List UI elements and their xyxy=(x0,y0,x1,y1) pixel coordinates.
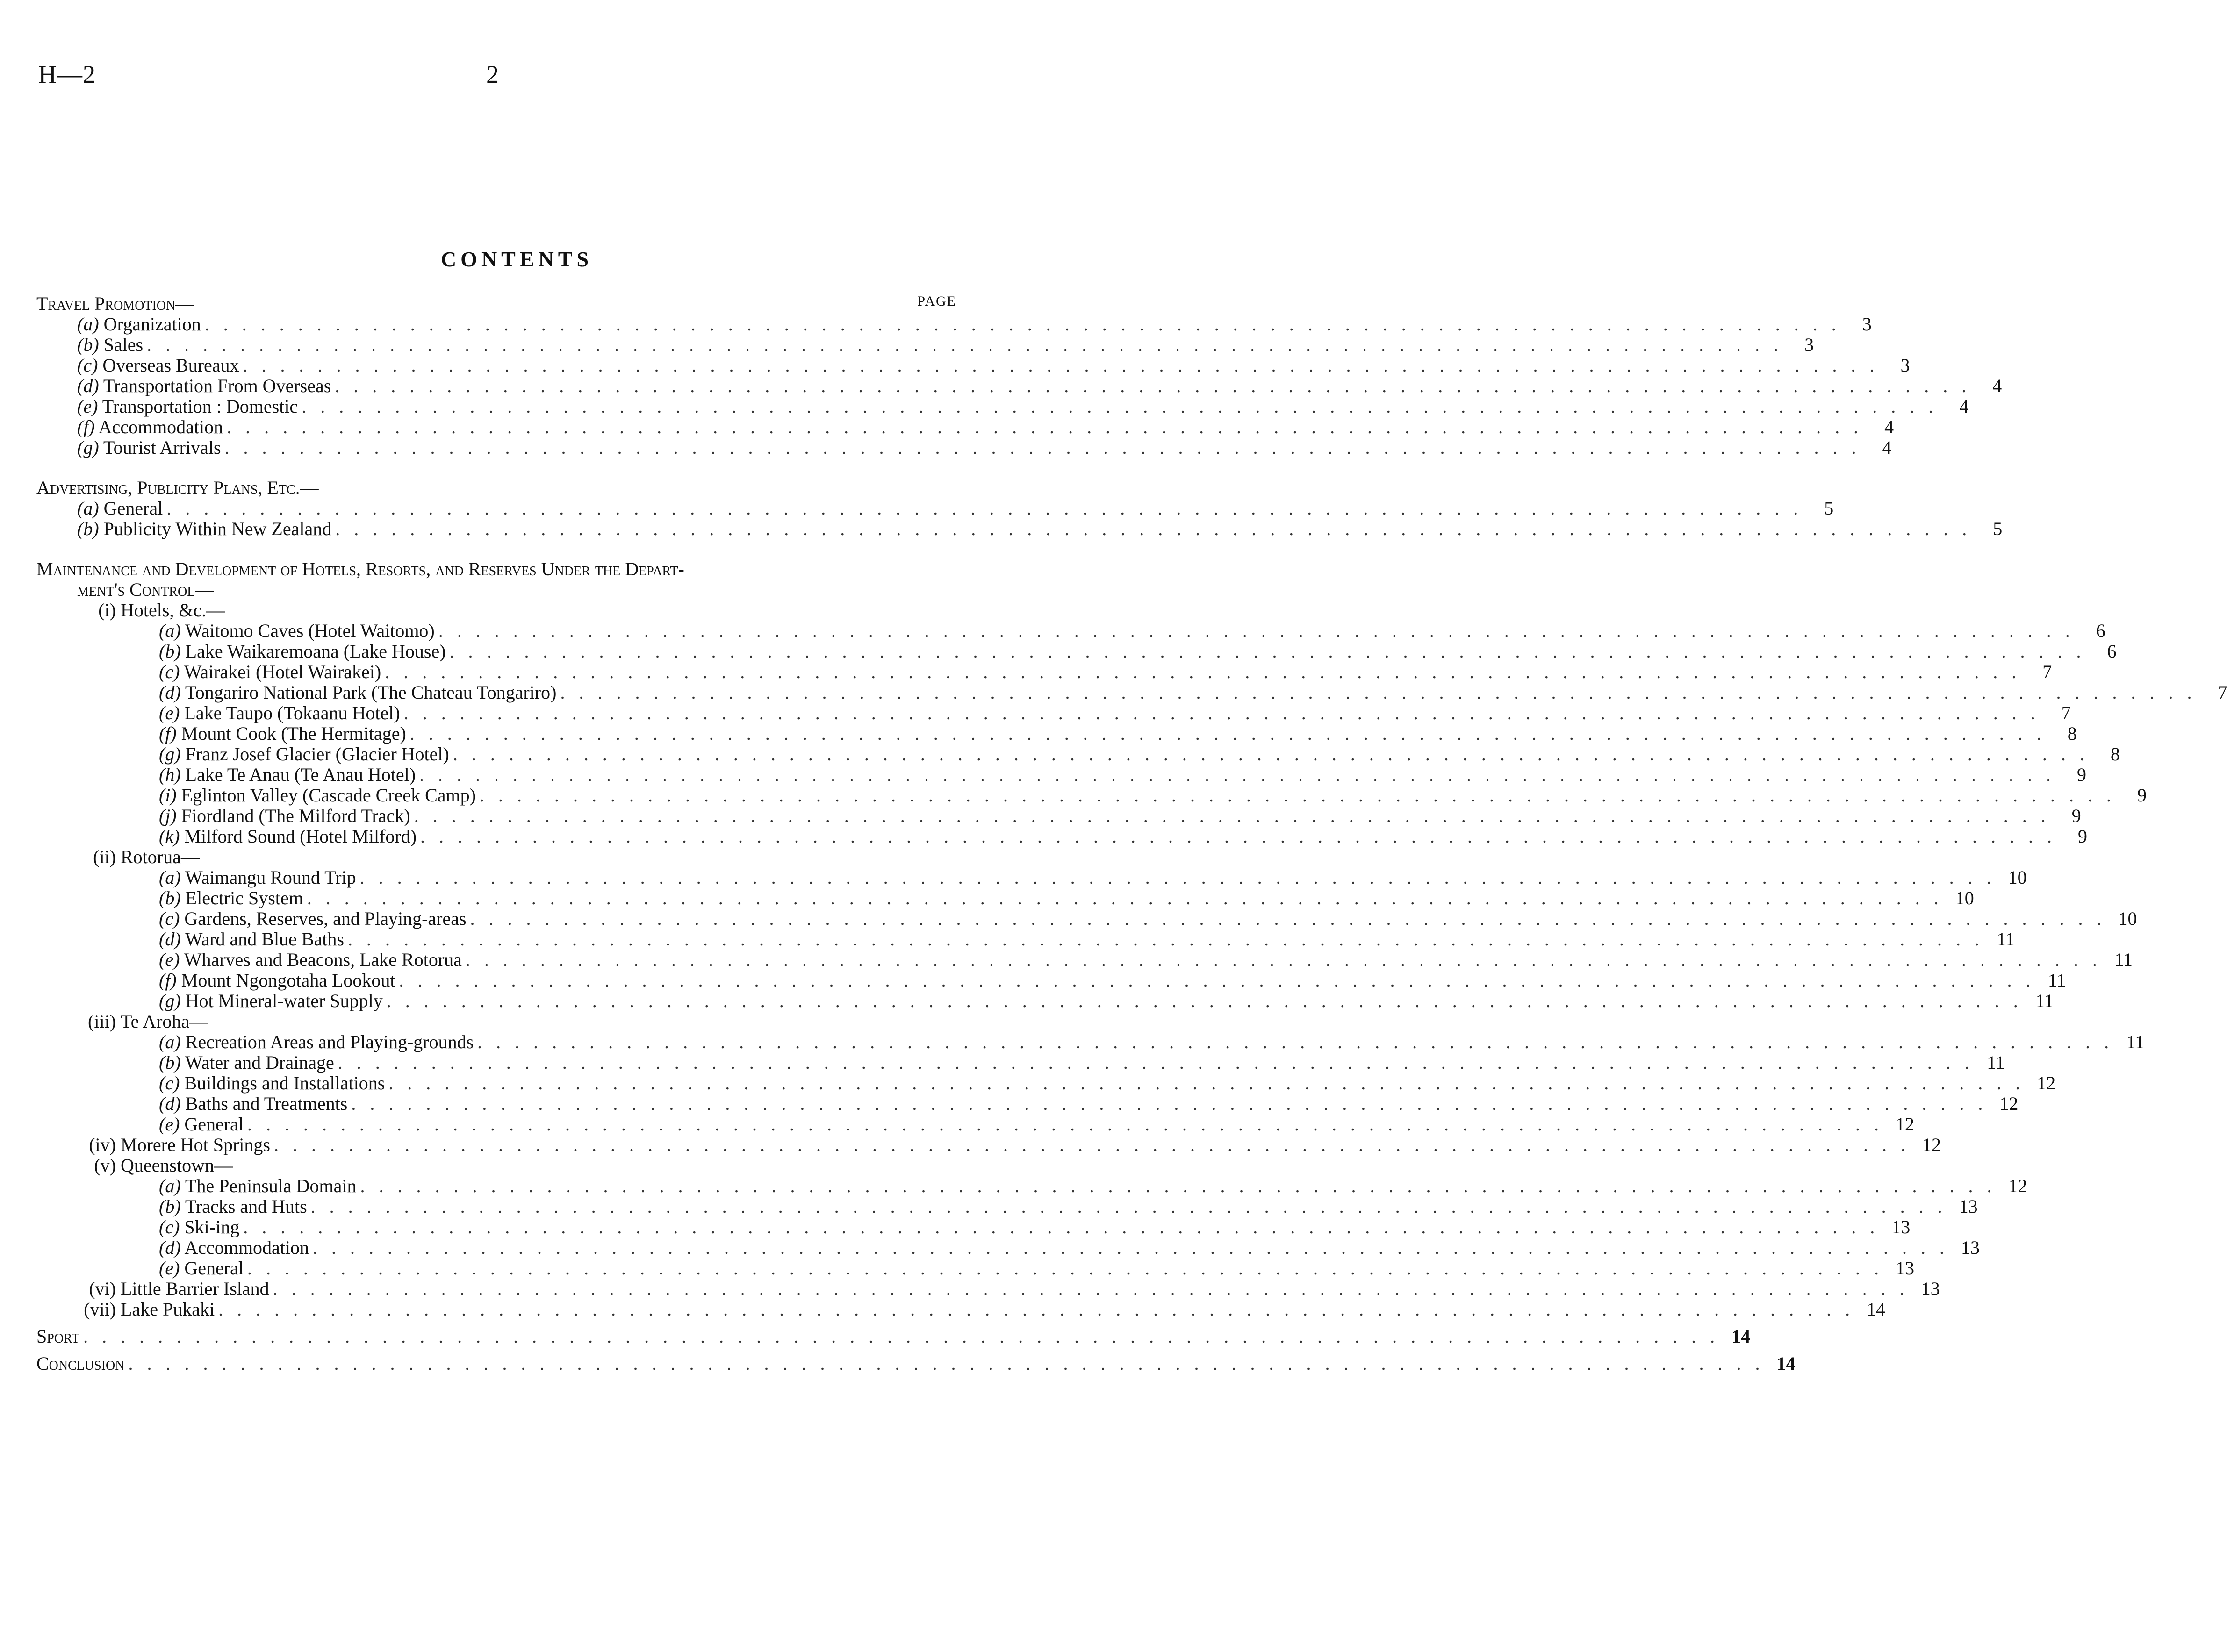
toc-entry-label xyxy=(159,888,303,908)
toc-entry-label xyxy=(159,1114,244,1135)
item-page: 9 xyxy=(2071,805,2081,826)
toc-entry xyxy=(159,908,2137,929)
toc-entry-label xyxy=(77,519,331,539)
item-letter: (a) xyxy=(77,498,99,519)
dot-leader: . . . . . . . . . . . . . . . . . . . . . . . . . . . . . . . . . . . . . . . . . . . . . . . . . . . . . . . . . . . . . . . . . . . . . . . . . . . . . . . . . . . . . . . . xyxy=(224,437,1861,458)
page-title: CONTENTS xyxy=(440,247,593,271)
dot-leader: . . . . . . . . . . . . . . . . . . . . . . . . . . . . . . . . . . . . . . . . . . . . . . . . . . . . . . . . . . . . . . . . . . . . . . . . . . . . . . . . . . . . . . . . xyxy=(477,1031,2114,1052)
toc-entry-label xyxy=(159,744,449,765)
item-page: 5 xyxy=(1824,498,1834,519)
item-letter: (f) xyxy=(159,970,177,991)
item-letter: (d) xyxy=(159,1237,181,1258)
toc-entry-label xyxy=(159,806,410,826)
item-letter: (d) xyxy=(159,682,181,703)
item-text: Lake Te Anau (Te Anau Hotel) xyxy=(185,764,416,785)
item-text: Baths and Treatments xyxy=(185,1093,348,1114)
item-text: Gardens, Reserves, and Playing-areas xyxy=(184,908,467,929)
item-text: Sport xyxy=(36,1326,80,1347)
toc-entry-label xyxy=(77,335,143,355)
item-text: Tracks and Huts xyxy=(185,1196,307,1217)
toc-entry xyxy=(159,970,2066,991)
dot-leader: . . . . . . . . . . . . . . . . . . . . . . . . . . . . . . . . . . . . . . . . . . . . . . . . . . . . . . . . . . . . . . . . . . . . . . . . . . . . . . . . . . . . . . . . xyxy=(273,1134,1910,1155)
item-page: 3 xyxy=(1900,355,1910,376)
toc-entry-label xyxy=(159,867,356,888)
toc-entry xyxy=(79,1278,1940,1299)
item-page: 10 xyxy=(1955,887,1974,908)
subsection-title: Little Barrier Island xyxy=(121,1278,269,1299)
subsection-number: (ii) xyxy=(93,846,116,867)
item-text: Ward and Blue Baths xyxy=(185,929,344,950)
dot-leader: . . . . . . . . . . . . . . . . . . . . . . . . . . . . . . . . . . . . . . . . . . . . . . . . . . . . . . . . . . . . . . . . . . . . . . . . . . . . . . . . . . . . . . . . xyxy=(386,990,2023,1011)
subsection-heading xyxy=(79,1155,233,1176)
toc-entry-label xyxy=(77,437,221,458)
item-page: 12 xyxy=(2037,1073,2056,1094)
item-page: 11 xyxy=(2035,990,2054,1011)
item-text: Transportation From Overseas xyxy=(103,375,331,396)
dot-leader: . . . . . . . . . . . . . . . . . . . . . . . . . . . . . . . . . . . . . . . . . . . . . . . . . . . . . . . . . . . . . . . . . . . . . . . . . . . . . . . . . . . . . . . . xyxy=(310,1196,1947,1217)
toc-entry-label xyxy=(159,723,406,744)
dot-leader: . . . . . . . . . . . . . . . . . . . . . . . . . . . . . . . . . . . . . . . . . . . . . . . . . . . . . . . . . . . . . . . . . . . . . . . . . . . . . . . . . . . . . . . . xyxy=(414,805,2050,826)
toc-entry xyxy=(159,1216,1911,1237)
toc-entry xyxy=(159,1196,1978,1217)
item-text: Waitomo Caves (Hotel Waitomo) xyxy=(185,620,435,641)
item-text: Conclusion xyxy=(36,1353,125,1374)
item-page: 7 xyxy=(2042,661,2052,682)
section-heading-travel: Travel Promotion— xyxy=(36,293,194,314)
item-text: Franz Josef Glacier (Glacier Hotel) xyxy=(185,744,449,765)
item-page: 10 xyxy=(2118,908,2137,929)
dot-leader: . . . . . . . . . . . . . . . . . . . . . . . . . . . . . . . . . . . . . . . . . . . . . . . . . . . . . . . . . . . . . . . . . . . . . . . . . . . . . . . . . . . . . . . . xyxy=(470,908,2106,929)
item-text: Mount Cook (The Hermitage) xyxy=(181,723,406,744)
item-page: 14 xyxy=(1867,1299,1886,1320)
item-page: 13 xyxy=(1921,1278,1940,1299)
item-letter: (a) xyxy=(159,1175,181,1196)
toc-entry xyxy=(159,949,2133,970)
item-text: Overseas Bureaux xyxy=(102,355,239,376)
item-text: Hot Mineral-water Supply xyxy=(185,990,383,1011)
dot-leader: . . . . . . . . . . . . . . . . . . . . . . . . . . . . . . . . . . . . . . . . . . . . . . . . . . . . . . . . . . . . . . . . . . . . . . . . . . . . . . . . . . . . . . . . xyxy=(399,970,2035,991)
subsection-title: Queenstown— xyxy=(121,1155,233,1176)
toc-entry xyxy=(159,990,2054,1011)
item-text: Fiordland (The Milford Track) xyxy=(181,805,410,826)
item-page: 8 xyxy=(2067,723,2077,744)
dot-leader: . . . . . . . . . . . . . . . . . . . . . . . . . . . . . . . . . . . . . . . . . . . . . . . . . . . . . . . . . . . . . . . . . . . . . . . . . . . . . . . . . . . . . . . . xyxy=(273,1278,1909,1299)
item-page: 7 xyxy=(2061,702,2071,723)
toc-entry-label xyxy=(159,950,462,970)
dot-leader: . . . . . . . . . . . . . . . . . . . . . . . . . . . . . . . . . . . . . . . . . . . . . . . . . . . . . . . . . . . . . . . . . . . . . . . . . . . . . . . . . . . . . . . . xyxy=(243,1216,1880,1237)
dot-leader: . . . . . . . . . . . . . . . . . . . . . . . . . . . . . . . . . . . . . . . . . . . . . . . . . . . . . . . . . . . . . . . . . . . . . . . . . . . . . . . . . . . . . . . . xyxy=(335,518,1972,539)
item-letter: (j) xyxy=(159,805,177,826)
item-page: 12 xyxy=(1999,1093,2019,1114)
toc-entry xyxy=(159,641,2117,662)
item-letter: (h) xyxy=(159,764,181,785)
dot-leader: . . . . . . . . . . . . . . . . . . . . . . . . . . . . . . . . . . . . . . . . . . . . . . . . . . . . . . . . . . . . . . . . . . . . . . . . . . . . . . . . . . . . . . . . xyxy=(313,1237,1949,1258)
item-letter: (k) xyxy=(159,826,180,847)
dot-leader: . . . . . . . . . . . . . . . . . . . . . . . . . . . . . . . . . . . . . . . . . . . . . . . . . . . . . . . . . . . . . . . . . . . . . . . . . . . . . . . . . . . . . . . . xyxy=(420,826,2057,847)
toc-entry-label xyxy=(77,355,239,376)
dot-leader: . . . . . . . . . . . . . . . . . . . . . . . . . . . . . . . . . . . . . . . . . . . . . . . . . . . . . . . . . . . . . . . . . . . . . . . . . . . . . . . . . . . . . . . . xyxy=(243,355,1879,376)
item-text: Accommodation xyxy=(184,1237,309,1258)
item-letter: (e) xyxy=(159,702,180,723)
subsection-number: (i) xyxy=(98,600,116,621)
dot-leader: . . . . . . . . . . . . . . . . . . . . . . . . . . . . . . . . . . . . . . . . . . . . . . . . . . . . . . . . . . . . . . . . . . . . . . . . . . . . . . . . . . . . . . . . xyxy=(403,702,2040,723)
item-text: Lake Waikaremoana (Lake House) xyxy=(185,641,446,662)
item-page: 13 xyxy=(1896,1258,1914,1279)
subsection-number: (v) xyxy=(94,1155,116,1176)
item-page: 6 xyxy=(2107,641,2117,662)
dot-leader: . . . . . . . . . . . . . . . . . . . . . . . . . . . . . . . . . . . . . . . . . . . . . . . . . . . . . . . . . . . . . . . . . . . . . . . . . . . . . . . . . . . . . . . . xyxy=(449,641,2086,662)
toc-entry xyxy=(77,416,1894,437)
item-page: 4 xyxy=(1992,375,2002,396)
toc-entry-label xyxy=(159,765,416,785)
item-letter: (b) xyxy=(77,334,99,355)
item-letter: (e) xyxy=(159,1114,180,1135)
toc-entry xyxy=(159,723,2077,744)
toc-entry-label xyxy=(77,417,223,437)
item-page: 4 xyxy=(1884,416,1894,437)
item-text: Eglinton Valley (Cascade Creek Camp) xyxy=(181,785,476,806)
dot-leader: . . . . . . . . . . . . . . . . . . . . . . . . . . . . . . . . . . . . . . . . . . . . . . . . . . . . . . . . . . . . . . . . . . . . . . . . . . . . . . . . . . . . . . . . xyxy=(359,867,1996,888)
toc-entry xyxy=(77,334,1814,355)
toc-entry-label xyxy=(159,929,344,950)
subsection-heading xyxy=(79,1011,208,1032)
dot-leader: . . . . . . . . . . . . . . . . . . . . . . . . . . . . . . . . . . . . . . . . . . . . . . . . . . . . . . . . . . . . . . . . . . . . . . . . . . . . . . . . . . . . . . . . xyxy=(335,375,1971,396)
subsection-number: (iii) xyxy=(88,1011,116,1032)
toc-entry xyxy=(77,518,2003,539)
subsection-title: Te Aroha— xyxy=(121,1011,208,1032)
dot-leader: . . . . . . . . . . . . . . . . . . . . . . . . . . . . . . . . . . . . . . . . . . . . . . . . . . . . . . . . . . . . . . . . . . . . . . . . . . . . . . . . . . . . . . . . xyxy=(409,723,2046,744)
subsection-number: (vii) xyxy=(84,1299,116,1320)
item-page: 11 xyxy=(2126,1031,2145,1052)
dot-leader: . . . . . . . . . . . . . . . . . . . . . . . . . . . . . . . . . . . . . . . . . . . . . . . . . . . . . . . . . . . . . . . . . . . . . . . . . . . . . . . . . . . . . . . . xyxy=(351,1093,1988,1114)
page-number: 2 xyxy=(486,60,499,88)
item-letter: (e) xyxy=(77,396,98,417)
item-letter: (d) xyxy=(159,929,181,950)
dot-leader: . . . . . . . . . . . . . . . . . . . . . . . . . . . . . . . . . . . . . . . . . . . . . . . . . . . . . . . . . . . . . . . . . . . . . . . . . . . . . . . . . . . . . . . . xyxy=(204,314,1841,335)
toc-entry xyxy=(77,314,1872,335)
section-heading-advertising: Advertising, Publicity Plans, Etc.— xyxy=(36,477,319,498)
dot-leader: . . . . . . . . . . . . . . . . . . . . . . . . . . . . . . . . . . . . . . . . . . . . . . . . . . . . . . . . . . . . . . . . . . . . . . . . . . . . . . . . . . . . . . . . xyxy=(360,1175,1997,1196)
item-text: Tourist Arrivals xyxy=(103,437,221,458)
dot-leader: . . . . . . . . . . . . . . . . . . . . . . . . . . . . . . . . . . . . . . . . . . . . . . . . . . . . . . . . . . . . . . . . . . . . . . . . . . . . . . . . . . . . . . . . xyxy=(83,1326,1720,1347)
item-letter: (f) xyxy=(159,723,177,744)
item-text: General xyxy=(103,498,163,519)
item-page: 3 xyxy=(1862,314,1872,335)
toc-entry-label xyxy=(77,498,163,519)
item-letter: (i) xyxy=(159,785,177,806)
item-letter: (b) xyxy=(159,1196,181,1217)
toc-entry xyxy=(77,396,1969,417)
toc-entry-label xyxy=(159,682,556,703)
item-page: 7 xyxy=(2218,682,2227,703)
toc-entry-label xyxy=(159,970,395,991)
toc-entry-label xyxy=(79,1135,270,1155)
dot-leader: . . . . . . . . . . . . . . . . . . . . . . . . . . . . . . . . . . . . . . . . . . . . . . . . . . . . . . . . . . . . . . . . . . . . . . . . . . . . . . . . . . . . . . . . xyxy=(247,1258,1883,1279)
toc-entry-label xyxy=(159,1258,244,1279)
item-page: 11 xyxy=(1987,1052,2005,1073)
item-page: 11 xyxy=(2047,970,2066,991)
dot-leader: . . . . . . . . . . . . . . . . . . . . . . . . . . . . . . . . . . . . . . . . . . . . . . . . . . . . . . . . . . . . . . . . . . . . . . . . . . . . . . . . . . . . . . . . xyxy=(128,1353,1765,1374)
item-text: Waimangu Round Trip xyxy=(185,867,356,888)
subsection-number: (vi) xyxy=(89,1278,116,1299)
item-page: 4 xyxy=(1882,437,1892,458)
toc-entry xyxy=(79,1299,1886,1320)
item-letter: (a) xyxy=(77,314,99,335)
toc-entry xyxy=(79,1134,1941,1155)
toc-entry-label xyxy=(159,641,446,662)
dot-leader: . . . . . . . . . . . . . . . . . . . . . . . . . . . . . . . . . . . . . . . . . . . . . . . . . . . . . . . . . . . . . . . . . . . . . . . . . . . . . . . . . . . . . . . . xyxy=(479,785,2116,806)
item-page: 14 xyxy=(1731,1326,1751,1347)
item-text: Ski-ing xyxy=(184,1216,240,1237)
toc-entry-label xyxy=(159,1217,239,1237)
toc-entry-label xyxy=(159,1237,309,1258)
toc-entry xyxy=(77,437,1892,458)
toc-entry xyxy=(159,929,2015,950)
dot-leader: . . . . . . . . . . . . . . . . . . . . . . . . . . . . . . . . . . . . . . . . . . . . . . . . . . . . . . . . . . . . . . . . . . . . . . . . . . . . . . . . . . . . . . . . xyxy=(218,1299,1855,1320)
subsection-number: (iv) xyxy=(89,1134,116,1155)
item-letter: (g) xyxy=(159,744,181,765)
item-page: 14 xyxy=(1776,1353,1796,1374)
item-letter: (a) xyxy=(159,867,181,888)
item-page: 11 xyxy=(2114,949,2133,970)
item-letter: (g) xyxy=(77,437,99,458)
item-page: 12 xyxy=(1922,1134,1941,1155)
item-letter: (d) xyxy=(159,1093,181,1114)
item-letter: (c) xyxy=(159,908,180,929)
item-letter: (g) xyxy=(159,990,181,1011)
item-page: 9 xyxy=(2077,764,2087,785)
item-letter: (b) xyxy=(159,887,181,908)
dot-leader: . . . . . . . . . . . . . . . . . . . . . . . . . . . . . . . . . . . . . . . . . . . . . . . . . . . . . . . . . . . . . . . . . . . . . . . . . . . . . . . . . . . . . . . . xyxy=(147,334,1783,355)
item-page: 5 xyxy=(1993,518,2003,539)
item-text: Wairakei (Hotel Wairakei) xyxy=(184,661,381,682)
item-page: 9 xyxy=(2078,826,2088,847)
toc-entry-label xyxy=(159,1032,474,1052)
subsection-title: Hotels, &c.— xyxy=(121,600,225,621)
item-letter: (d) xyxy=(77,375,99,396)
item-text: Lake Taupo (Tokaanu Hotel) xyxy=(184,702,400,723)
toc-entry xyxy=(77,498,1834,519)
item-text: Recreation Areas and Playing-grounds xyxy=(185,1031,474,1052)
dot-leader: . . . . . . . . . . . . . . . . . . . . . . . . . . . . . . . . . . . . . . . . . . . . . . . . . . . . . . . . . . . . . . . . . . . . . . . . . . . . . . . . . . . . . . . . xyxy=(465,949,2102,970)
item-letter: (a) xyxy=(159,620,181,641)
subsection-heading xyxy=(79,600,225,621)
dot-leader: . . . . . . . . . . . . . . . . . . . . . . . . . . . . . . . . . . . . . . . . . . . . . . . . . . . . . . . . . . . . . . . . . . . . . . . . . . . . . . . . . . . . . . . . xyxy=(227,416,1863,437)
toc-entry-label xyxy=(36,1326,79,1347)
toc-entry-label xyxy=(159,621,435,641)
item-letter: (c) xyxy=(77,355,98,376)
item-text: Organization xyxy=(103,314,201,335)
item-page: 13 xyxy=(1961,1237,1980,1258)
item-text: The Peninsula Domain xyxy=(185,1175,357,1196)
item-letter: (a) xyxy=(159,1031,181,1052)
item-page: 12 xyxy=(1896,1114,1914,1135)
item-page: 6 xyxy=(2096,620,2105,641)
toc-entry-label xyxy=(159,908,467,929)
toc-entry-label xyxy=(159,991,383,1011)
item-page: 8 xyxy=(2110,744,2120,765)
item-page: 3 xyxy=(1804,334,1814,355)
toc-entry-label xyxy=(159,1196,307,1217)
item-letter: (f) xyxy=(77,416,95,437)
dot-leader: . . . . . . . . . . . . . . . . . . . . . . . . . . . . . . . . . . . . . . . . . . . . . . . . . . . . . . . . . . . . . . . . . . . . . . . . . . . . . . . . . . . . . . . . xyxy=(347,929,1984,950)
item-page: 4 xyxy=(1959,396,1969,417)
toc-entry xyxy=(36,1326,1751,1347)
item-letter: (e) xyxy=(159,1258,180,1279)
item-page: 11 xyxy=(1997,929,2015,950)
subsection-title: Rotorua— xyxy=(121,846,200,867)
toc-entry xyxy=(159,1175,2027,1196)
toc-entry-label xyxy=(159,1052,334,1073)
dot-leader: . . . . . . . . . . . . . . . . . . . . . . . . . . . . . . . . . . . . . . . . . . . . . . . . . . . . . . . . . . . . . . . . . . . . . . . . . . . . . . . . . . . . . . . . xyxy=(307,887,1943,908)
toc-entry xyxy=(159,1114,1914,1135)
dot-leader: . . . . . . . . . . . . . . . . . . . . . . . . . . . . . . . . . . . . . . . . . . . . . . . . . . . . . . . . . . . . . . . . . . . . . . . . . . . . . . . . . . . . . . . . xyxy=(419,764,2056,785)
item-text: Sales xyxy=(103,334,144,355)
item-text: Tongariro National Park (The Chateau Tongariro) xyxy=(185,682,557,703)
item-text: Publicity Within New Zealand xyxy=(103,518,332,539)
section-heading-maintenance-cont: ment's Control— xyxy=(77,579,214,600)
subsection-heading xyxy=(79,847,200,867)
item-text: Water and Drainage xyxy=(185,1052,334,1073)
dot-leader: . . . . . . . . . . . . . . . . . . . . . . . . . . . . . . . . . . . . . . . . . . . . . . . . . . . . . . . . . . . . . . . . . . . . . . . . . . . . . . . . . . . . . . . . xyxy=(560,682,2197,703)
toc-entry xyxy=(159,620,2105,641)
section-heading-maintenance: Maintenance and Development of Hotels, Resorts, and Reserves Under the Depart- xyxy=(36,558,684,579)
item-page: 12 xyxy=(2008,1175,2027,1196)
toc-entry-label xyxy=(159,826,417,847)
document-code: H—2 xyxy=(38,60,96,88)
dot-leader: . . . . . . . . . . . . . . . . . . . . . . . . . . . . . . . . . . . . . . . . . . . . . . . . . . . . . . . . . . . . . . . . . . . . . . . . . . . . . . . . . . . . . . . . xyxy=(453,744,2089,765)
toc-entry xyxy=(159,1258,1914,1279)
item-letter: (b) xyxy=(77,518,99,539)
toc-entry xyxy=(159,785,2147,806)
subsection-title: Morere Hot Springs xyxy=(121,1134,270,1155)
item-text: Buildings and Installations xyxy=(184,1073,385,1094)
toc-entry-label xyxy=(77,314,201,335)
item-text: Accommodation xyxy=(98,416,223,437)
toc-entry-label xyxy=(79,1279,269,1299)
item-page: 9 xyxy=(2137,785,2147,806)
toc-entry xyxy=(159,764,2087,785)
item-letter: (b) xyxy=(159,641,181,662)
page-column-label: PAGE xyxy=(917,293,956,309)
toc-entry xyxy=(77,375,2002,396)
toc-entry xyxy=(159,1237,1980,1258)
item-text: Milford Sound (Hotel Milford) xyxy=(184,826,417,847)
toc-entry-label xyxy=(77,396,298,417)
item-page: 10 xyxy=(2008,867,2027,888)
toc-entry xyxy=(159,805,2081,826)
item-letter: (b) xyxy=(159,1052,181,1073)
toc-entry-label xyxy=(77,376,331,396)
toc-entry xyxy=(159,826,2088,847)
toc-entry xyxy=(159,1052,2005,1073)
toc-entry xyxy=(77,355,1910,376)
toc-entry xyxy=(159,1093,2019,1114)
item-letter: (c) xyxy=(159,1216,180,1237)
toc-entry-label xyxy=(159,662,381,682)
toc-entry xyxy=(159,744,2120,765)
toc-entry xyxy=(159,702,2071,723)
subsection-title: Lake Pukaki xyxy=(121,1299,215,1320)
item-text: Electric System xyxy=(185,887,303,908)
toc-entry-label xyxy=(159,785,476,806)
toc-entry-label xyxy=(36,1353,124,1374)
toc-entry-label xyxy=(159,703,400,723)
toc-entry-label xyxy=(159,1094,347,1114)
item-text: Wharves and Beacons, Lake Rotorua xyxy=(184,949,462,970)
dot-leader: . . . . . . . . . . . . . . . . . . . . . . . . . . . . . . . . . . . . . . . . . . . . . . . . . . . . . . . . . . . . . . . . . . . . . . . . . . . . . . . . . . . . . . . . xyxy=(388,1073,2025,1094)
item-letter: (e) xyxy=(159,949,180,970)
toc-entry xyxy=(159,1031,2145,1052)
item-page: 13 xyxy=(1891,1216,1911,1237)
toc-entry xyxy=(159,1073,2056,1094)
toc-entry xyxy=(159,682,2227,703)
item-page: 13 xyxy=(1959,1196,1978,1217)
dot-leader: . . . . . . . . . . . . . . . . . . . . . . . . . . . . . . . . . . . . . . . . . . . . . . . . . . . . . . . . . . . . . . . . . . . . . . . . . . . . . . . . . . . . . . . . xyxy=(385,661,2021,682)
toc-entry xyxy=(159,867,2027,888)
dot-leader: . . . . . . . . . . . . . . . . . . . . . . . . . . . . . . . . . . . . . . . . . . . . . . . . . . . . . . . . . . . . . . . . . . . . . . . . . . . . . . . . . . . . . . . . xyxy=(438,620,2075,641)
toc-entry xyxy=(159,887,1974,908)
dot-leader: . . . . . . . . . . . . . . . . . . . . . . . . . . . . . . . . . . . . . . . . . . . . . . . . . . . . . . . . . . . . . . . . . . . . . . . . . . . . . . . . . . . . . . . . xyxy=(302,396,1938,417)
dot-leader: . . . . . . . . . . . . . . . . . . . . . . . . . . . . . . . . . . . . . . . . . . . . . . . . . . . . . . . . . . . . . . . . . . . . . . . . . . . . . . . . . . . . . . . . xyxy=(166,498,1803,519)
toc-entry-label xyxy=(159,1073,385,1094)
toc-entry-label xyxy=(159,1176,357,1196)
dot-leader: . . . . . . . . . . . . . . . . . . . . . . . . . . . . . . . . . . . . . . . . . . . . . . . . . . . . . . . . . . . . . . . . . . . . . . . . . . . . . . . . . . . . . . . . xyxy=(338,1052,1974,1073)
toc-entry xyxy=(36,1353,1796,1374)
toc-entry xyxy=(159,661,2052,682)
item-text: General xyxy=(184,1114,244,1135)
item-text: General xyxy=(184,1258,244,1279)
dot-leader: . . . . . . . . . . . . . . . . . . . . . . . . . . . . . . . . . . . . . . . . . . . . . . . . . . . . . . . . . . . . . . . . . . . . . . . . . . . . . . . . . . . . . . . . xyxy=(247,1114,1883,1135)
item-letter: (c) xyxy=(159,1073,180,1094)
toc-entry-label xyxy=(79,1299,215,1320)
item-text: Mount Ngongotaha Lookout xyxy=(181,970,395,991)
item-text: Transportation : Domestic xyxy=(102,396,298,417)
item-letter: (c) xyxy=(159,661,180,682)
